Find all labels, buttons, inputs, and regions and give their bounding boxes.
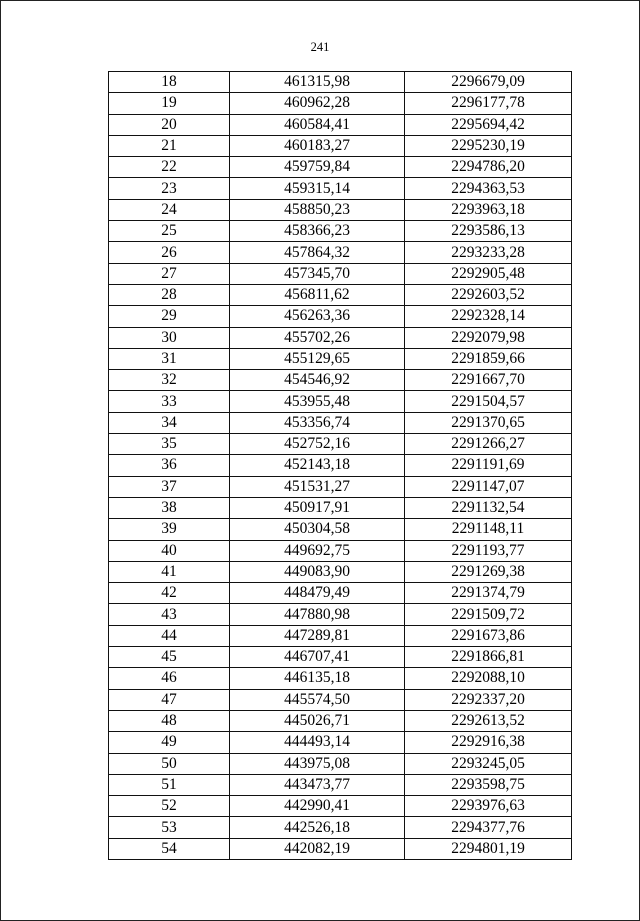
x-coordinate-cell: 448479,49: [230, 583, 405, 604]
x-coordinate-cell: 443975,08: [230, 753, 405, 774]
table-row: [109, 604, 572, 625]
point-number-cell: 34: [109, 412, 230, 433]
y-coordinate-cell: 2291269,38: [405, 561, 572, 582]
table-row: [109, 135, 572, 156]
x-coordinate-cell: 455702,26: [230, 327, 405, 348]
table-row: [109, 114, 572, 135]
point-number-cell: 50: [109, 753, 230, 774]
x-coordinate-cell: 460962,28: [230, 93, 405, 114]
y-coordinate-cell: 2292603,52: [405, 284, 572, 305]
table-row: [109, 668, 572, 689]
table-row: [109, 327, 572, 348]
y-coordinate-cell: 2295694,42: [405, 114, 572, 135]
point-number-cell: 44: [109, 625, 230, 646]
y-coordinate-cell: 2291866,81: [405, 647, 572, 668]
y-coordinate-cell: 2291504,57: [405, 391, 572, 412]
y-coordinate-cell: 2292088,10: [405, 668, 572, 689]
x-coordinate-cell: 458366,23: [230, 221, 405, 242]
x-coordinate-cell: 456263,36: [230, 306, 405, 327]
table-row: [109, 732, 572, 753]
point-number-cell: 45: [109, 647, 230, 668]
x-coordinate-cell: 459315,14: [230, 178, 405, 199]
page-number: 241: [310, 40, 330, 54]
table-row: [109, 689, 572, 710]
x-coordinate-cell: 461315,98: [230, 72, 405, 93]
x-coordinate-cell: 445026,71: [230, 710, 405, 731]
y-coordinate-cell: 2291148,11: [405, 519, 572, 540]
point-number-cell: 51: [109, 774, 230, 795]
y-coordinate-cell: 2294377,76: [405, 817, 572, 838]
table-row: [109, 221, 572, 242]
x-coordinate-cell: 451531,27: [230, 476, 405, 497]
table-row: [109, 774, 572, 795]
table-row: [109, 263, 572, 284]
point-number-cell: 47: [109, 689, 230, 710]
y-coordinate-cell: 2292337,20: [405, 689, 572, 710]
point-number-cell: 39: [109, 519, 230, 540]
y-coordinate-cell: 2291673,86: [405, 625, 572, 646]
point-number-cell: 22: [109, 157, 230, 178]
table-row: [109, 199, 572, 220]
point-number-cell: 35: [109, 434, 230, 455]
x-coordinate-cell: 449692,75: [230, 540, 405, 561]
point-number-cell: 52: [109, 796, 230, 817]
x-coordinate-cell: 460584,41: [230, 114, 405, 135]
point-number-cell: 54: [109, 838, 230, 859]
x-coordinate-cell: 447289,81: [230, 625, 405, 646]
table-row: [109, 647, 572, 668]
y-coordinate-cell: 2293976,63: [405, 796, 572, 817]
table-row: [109, 796, 572, 817]
x-coordinate-cell: 445574,50: [230, 689, 405, 710]
point-number-cell: 42: [109, 583, 230, 604]
y-coordinate-cell: 2292079,98: [405, 327, 572, 348]
y-coordinate-cell: 2291132,54: [405, 497, 572, 518]
table-row: [109, 753, 572, 774]
point-number-cell: 27: [109, 263, 230, 284]
y-coordinate-cell: 2296679,09: [405, 72, 572, 93]
y-coordinate-cell: 2293233,28: [405, 242, 572, 263]
table-row: [109, 710, 572, 731]
y-coordinate-cell: 2293245,05: [405, 753, 572, 774]
x-coordinate-cell: 450304,58: [230, 519, 405, 540]
y-coordinate-cell: 2291859,66: [405, 348, 572, 369]
x-coordinate-cell: 452143,18: [230, 455, 405, 476]
x-coordinate-cell: 450917,91: [230, 497, 405, 518]
point-number-cell: 31: [109, 348, 230, 369]
table-row: [109, 306, 572, 327]
table-row: [109, 434, 572, 455]
y-coordinate-cell: 2291374,79: [405, 583, 572, 604]
x-coordinate-cell: 459759,84: [230, 157, 405, 178]
table-row: [109, 348, 572, 369]
table-row: [109, 391, 572, 412]
point-number-cell: 18: [109, 72, 230, 93]
table-row: [109, 157, 572, 178]
table-row: [109, 476, 572, 497]
coordinates-table-body: [109, 72, 572, 860]
coordinates-table: [108, 71, 572, 860]
x-coordinate-cell: 443473,77: [230, 774, 405, 795]
point-number-cell: 23: [109, 178, 230, 199]
y-coordinate-cell: 2295230,19: [405, 135, 572, 156]
table-row: [109, 838, 572, 859]
table-row: [109, 242, 572, 263]
table-row: [109, 540, 572, 561]
y-coordinate-cell: 2293598,75: [405, 774, 572, 795]
x-coordinate-cell: 456811,62: [230, 284, 405, 305]
point-number-cell: 33: [109, 391, 230, 412]
table-row: [109, 455, 572, 476]
point-number-cell: 38: [109, 497, 230, 518]
point-number-cell: 29: [109, 306, 230, 327]
point-number-cell: 32: [109, 370, 230, 391]
x-coordinate-cell: 458850,23: [230, 199, 405, 220]
table-row: [109, 370, 572, 391]
table-row: [109, 625, 572, 646]
point-number-cell: 53: [109, 817, 230, 838]
point-number-cell: 21: [109, 135, 230, 156]
x-coordinate-cell: 452752,16: [230, 434, 405, 455]
x-coordinate-cell: 460183,27: [230, 135, 405, 156]
x-coordinate-cell: 446135,18: [230, 668, 405, 689]
y-coordinate-cell: 2293963,18: [405, 199, 572, 220]
x-coordinate-cell: 457864,32: [230, 242, 405, 263]
table-row: [109, 93, 572, 114]
x-coordinate-cell: 453955,48: [230, 391, 405, 412]
y-coordinate-cell: 2296177,78: [405, 93, 572, 114]
table-row: [109, 72, 572, 93]
y-coordinate-cell: 2291370,65: [405, 412, 572, 433]
table-row: [109, 519, 572, 540]
y-coordinate-cell: 2294363,53: [405, 178, 572, 199]
x-coordinate-cell: 442990,41: [230, 796, 405, 817]
y-coordinate-cell: 2291509,72: [405, 604, 572, 625]
y-coordinate-cell: 2292613,52: [405, 710, 572, 731]
x-coordinate-cell: 447880,98: [230, 604, 405, 625]
y-coordinate-cell: 2291266,27: [405, 434, 572, 455]
point-number-cell: 43: [109, 604, 230, 625]
table-row: [109, 561, 572, 582]
x-coordinate-cell: 442526,18: [230, 817, 405, 838]
point-number-cell: 46: [109, 668, 230, 689]
x-coordinate-cell: 446707,41: [230, 647, 405, 668]
point-number-cell: 41: [109, 561, 230, 582]
table-row: [109, 284, 572, 305]
y-coordinate-cell: 2291193,77: [405, 540, 572, 561]
y-coordinate-cell: 2291147,07: [405, 476, 572, 497]
point-number-cell: 19: [109, 93, 230, 114]
x-coordinate-cell: 457345,70: [230, 263, 405, 284]
x-coordinate-cell: 442082,19: [230, 838, 405, 859]
y-coordinate-cell: 2291191,69: [405, 455, 572, 476]
x-coordinate-cell: 444493,14: [230, 732, 405, 753]
y-coordinate-cell: 2294786,20: [405, 157, 572, 178]
point-number-cell: 36: [109, 455, 230, 476]
point-number-cell: 26: [109, 242, 230, 263]
point-number-cell: 37: [109, 476, 230, 497]
point-number-cell: 20: [109, 114, 230, 135]
y-coordinate-cell: 2292916,38: [405, 732, 572, 753]
x-coordinate-cell: 455129,65: [230, 348, 405, 369]
x-coordinate-cell: 453356,74: [230, 412, 405, 433]
y-coordinate-cell: 2291667,70: [405, 370, 572, 391]
table-row: [109, 583, 572, 604]
point-number-cell: 49: [109, 732, 230, 753]
point-number-cell: 24: [109, 199, 230, 220]
y-coordinate-cell: 2293586,13: [405, 221, 572, 242]
x-coordinate-cell: 454546,92: [230, 370, 405, 391]
point-number-cell: 40: [109, 540, 230, 561]
point-number-cell: 25: [109, 221, 230, 242]
y-coordinate-cell: 2292328,14: [405, 306, 572, 327]
y-coordinate-cell: 2294801,19: [405, 838, 572, 859]
y-coordinate-cell: 2292905,48: [405, 263, 572, 284]
x-coordinate-cell: 449083,90: [230, 561, 405, 582]
point-number-cell: 48: [109, 710, 230, 731]
table-row: [109, 412, 572, 433]
point-number-cell: 28: [109, 284, 230, 305]
table-row: [109, 178, 572, 199]
table-row: [109, 497, 572, 518]
point-number-cell: 30: [109, 327, 230, 348]
table-row: [109, 817, 572, 838]
